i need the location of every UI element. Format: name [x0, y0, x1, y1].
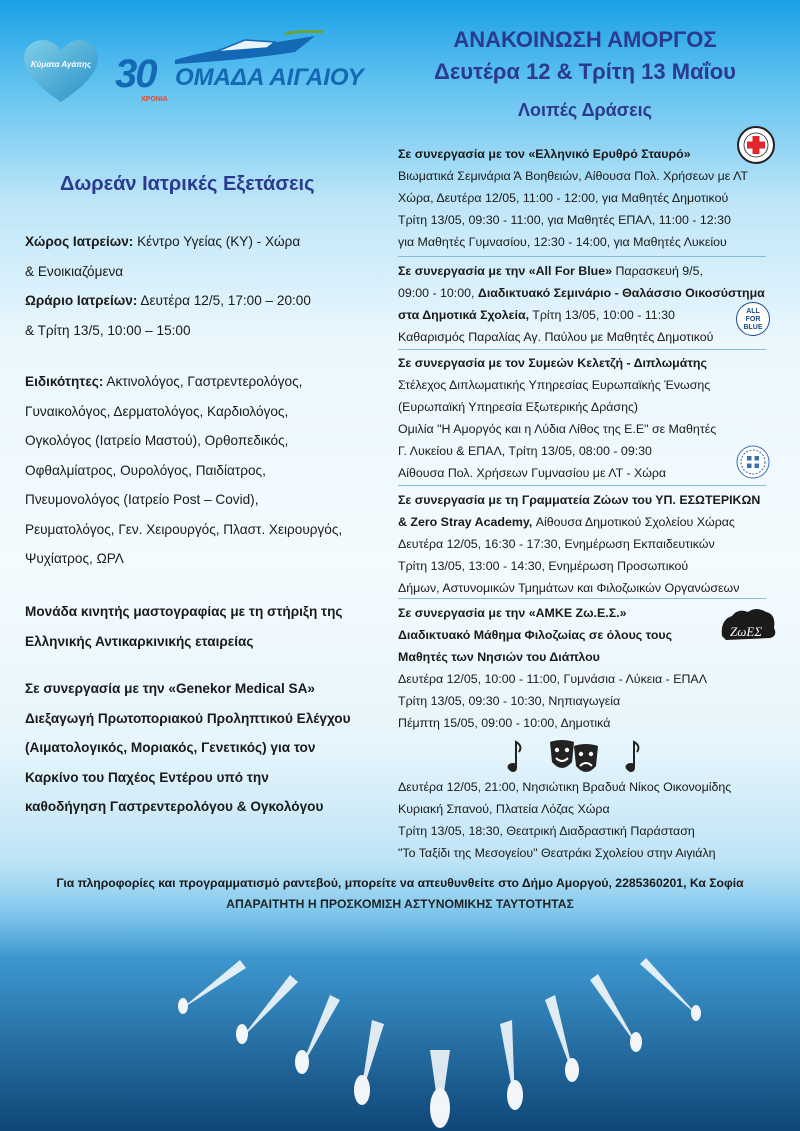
contact-info: Για πληροφορίες και προγραμματισμό ραντεβού, μπορείτε να απευθυνθείτε στο Δήμο Αμοργού, 2285360201, Κα Σοφία — [56, 876, 744, 890]
ministry-line: Δήμων, Αστυνομικών Τμημάτων και Φιλοζωικών Οργανώσεων — [398, 581, 740, 595]
brand-number: 30 — [115, 52, 156, 96]
boat-icon — [175, 30, 325, 68]
specialties-line: Πνευμονολόγος (Ιατρείο Post – Covid), — [25, 492, 259, 507]
omada-aigaiou-logo — [115, 30, 364, 103]
amke-section — [398, 602, 770, 734]
title-line-2: Δευτέρα 12 & Τρίτη 13 Μαΐου — [434, 59, 736, 84]
kelentzis-line: (Ευρωπαϊκή Υπηρεσία Εξωτερικής Δράσης) — [398, 400, 639, 414]
amke-course-line: Μαθητές των Νησιών του Διάπλου — [398, 650, 600, 664]
location-value: Κέντρο Υγείας (ΚΥ) - Χώρα — [133, 234, 301, 249]
specialties-line: Ψυχίατρος, ΩΡΛ — [25, 551, 124, 566]
music-note-icon — [623, 740, 645, 781]
brand-tag: ΧΡΟΝΙΑ — [141, 96, 168, 103]
allforblue-date-2: Τρίτη 13/05, 10:00 - 11:30 — [529, 308, 675, 322]
zero-stray-label: & Zero Stray Academy, — [398, 515, 533, 529]
announcement-title — [380, 24, 790, 88]
zoes-logo — [716, 606, 780, 646]
heart-icon — [24, 40, 98, 104]
mammography-line: Μονάδα κινητής μαστογραφίας με τη στήριξη της — [25, 604, 343, 619]
culture-section — [398, 776, 770, 864]
section-divider — [398, 485, 766, 486]
heart-logo-text: Κύματα Αγάπης — [30, 60, 92, 69]
allforblue-cleanup: Καθαρισμός Παραλίας Αγ. Παύλου με Μαθητές Δημοτικού — [398, 330, 714, 344]
redcross-heading: Σε συνεργασία με τον «Ελληνικό Ερυθρό Σταυρό» — [398, 147, 691, 161]
genekor-line: Καρκίνο του Παχέος Εντέρου υπό την — [25, 769, 269, 785]
redcross-section — [398, 143, 770, 253]
redcross-line: Τρίτη 13/05, 09:30 - 11:00, για Μαθητές ΕΠΑΛ, 11:00 - 12:30 — [398, 213, 731, 227]
amke-line: Τρίτη 13/05, 09:30 - 10:30, Νηπιαγωγεία — [398, 694, 621, 708]
specialties-line: Ογκολόγος (Ιατρείο Μαστού), Ορθοπεδικός, — [25, 433, 289, 448]
allforblue-section — [398, 260, 770, 348]
specialties-line: Γυναικολόγος, Δερματολόγος, Καρδιολόγος, — [25, 403, 289, 419]
kelentzis-line: Αίθουσα Πολ. Χρήσεων Γυμνασίου με ΛΤ - Χώρα — [398, 466, 667, 480]
culture-line: "Το Ταξίδι της Μεσογείου" Θεατράκι Σχολείου στην Αιγιάλη — [398, 846, 716, 860]
location-label: Χώρος Ιατρείων: — [25, 234, 134, 249]
theatre-masks-icon — [546, 738, 602, 781]
genekor-line: Διεξαγωγή Πρωτοποριακού Προληπτικού Ελέγχου — [25, 710, 351, 726]
specialties-label: Ειδικότητες: — [25, 374, 104, 389]
title-line-1: ΑΝΑΚΟΙΝΩΣΗ ΑΜΟΡΓΟΣ — [453, 27, 717, 52]
allforblue-date: Παρασκευή 9/5, — [612, 264, 703, 278]
all-for-blue-logo — [736, 302, 770, 336]
culture-line: Κυριακή Σπανού, Πλατεία Λόζας Χώρα — [398, 802, 610, 816]
hours-value: Δευτέρα 12/5, 17:00 – 20:00 — [137, 293, 311, 308]
culture-line: Δευτέρα 12/05, 21:00, Νησιώτικη Βραδυά Νίκος Οικονομίδης — [398, 780, 732, 794]
mammography-line: Ελληνικής Αντικαρκινικής εταιρείας — [25, 633, 254, 649]
kelentzis-line: Γ. Λυκείου & ΕΠΑΛ, Τρίτη 13/05, 08:00 - 09:30 — [398, 444, 652, 458]
redcross-line: για Μαθητές Γυμνασίου, 12:30 - 14:00, για Μαθητές Λυκείου — [398, 235, 727, 249]
kymata-agapis-logo — [24, 40, 98, 104]
ministry-line: Τρίτη 13/05, 13:00 - 14:30, Ενημέρωση Προσωπικού — [398, 559, 689, 573]
afb-logo-line: BLUE — [743, 324, 763, 331]
ministry-location: Αίθουσα Δημοτικού Σχολείου Χώρας — [532, 515, 735, 529]
location-value-2: & Ενοικιαζόμενα — [25, 263, 124, 279]
greek-emblem-icon — [736, 445, 770, 484]
specialties-line: Ακτινολόγος, Γαστρεντερολόγος, — [103, 374, 303, 389]
kelentzis-line: Ομιλία "Η Αμοργός και η Λύδια Λίθος της Ε.Ε" σε Μαθητές — [398, 422, 717, 436]
section-divider — [398, 256, 766, 257]
allforblue-seminar: Διαδικτυακό Σεμινάριο - Θαλάσσιο Οικοσύστημα — [477, 286, 765, 300]
hours-value-2: & Τρίτη 13/5, 10:00 – 15:00 — [25, 322, 191, 338]
boats-sea-image — [0, 900, 800, 1131]
section-divider — [398, 598, 766, 599]
free-exams-heading: Δωρεάν Ιατρικές Εξετάσεις — [60, 173, 315, 195]
redcross-line: Βιωματικά Σεμινάρια Ά Βοηθειών, Αίθουσα Πολ. Χρήσεων με ΛΤ — [398, 169, 748, 183]
specialties-block — [25, 367, 380, 574]
specialties-line: Ρευματολόγος, Γεν. Χειρουργός, Πλαστ. Χειρουργός, — [25, 521, 343, 537]
allforblue-time: 09:00 - 10:00, — [398, 286, 478, 300]
kelentzis-section — [398, 352, 770, 484]
other-actions-heading: Λοιπές Δράσεις — [518, 100, 652, 120]
specialties-line: Οφθαλμίατρος, Ουρολόγος, Παιδίατρος, — [25, 462, 266, 478]
brand-name: ΟΜΑΔΑ ΑΙΓΑΙΟΥ — [175, 64, 364, 91]
zoes-logo-text: ΖωΕΣ — [730, 624, 763, 639]
amke-line: Πέμπτη 15/05, 09:00 - 10:00, Δημοτικά — [398, 716, 611, 730]
music-note-icon — [505, 740, 527, 781]
genekor-line: καθοδήγηση Γαστρεντερολόγου & Ογκολόγου — [25, 799, 324, 814]
ministry-heading: Σε συνεργασία με τη Γραμματεία Ζώων του ΥΠ. ΕΣΩΤΕΡΙΚΩΝ — [398, 493, 761, 507]
ministry-section — [398, 489, 770, 599]
allforblue-schools: στα Δημοτικά Σχολεία, — [398, 308, 530, 322]
allforblue-heading: Σε συνεργασία με την «All For Blue» — [398, 264, 613, 278]
ministry-line: Δευτέρα 12/05, 16:30 - 17:30, Ενημέρωση Εκπαιδευτικών — [398, 537, 715, 551]
mammography-block — [25, 597, 380, 656]
genekor-line: Σε συνεργασία με την «Genekor Medical SA» — [25, 681, 315, 696]
kelentzis-heading: Σε συνεργασία με τον Συμεών Κελετζή - Διπλωμάτης — [398, 356, 707, 370]
amke-line: Δευτέρα 12/05, 10:00 - 11:00, Γυμνάσια - Λύκεια - ΕΠΑΛ — [398, 672, 707, 686]
section-divider — [398, 349, 766, 350]
kelentzis-line: Στέλεχος Διπλωματικής Υπηρεσίας Ευρωπαϊκής Ένωσης — [398, 378, 711, 392]
genekor-block — [25, 674, 380, 822]
redcross-line: Χώρα, Δευτέρα 12/05, 11:00 - 12:00, για Μαθητές Δημοτικού — [398, 191, 729, 205]
red-cross-icon — [736, 125, 776, 170]
afb-logo-line: ALL — [746, 308, 760, 315]
culture-line: Τρίτη 13/05, 18:30, Θεατρική Διαδραστική Παράσταση — [398, 824, 695, 838]
amke-heading: Σε συνεργασία με την «ΑΜΚΕ Ζω.Ε.Σ.» — [398, 606, 627, 620]
amke-course-line: Διαδικτυακό Μάθημα Φιλοζωίας σε όλους τους — [398, 628, 673, 642]
clinic-info — [25, 227, 380, 345]
hours-label: Ωράριο Ιατρείων: — [25, 293, 138, 308]
afb-logo-line: FOR — [745, 316, 761, 323]
genekor-line: (Αιματολογικός, Μοριακός, Γενετικός) για τον — [25, 740, 316, 755]
